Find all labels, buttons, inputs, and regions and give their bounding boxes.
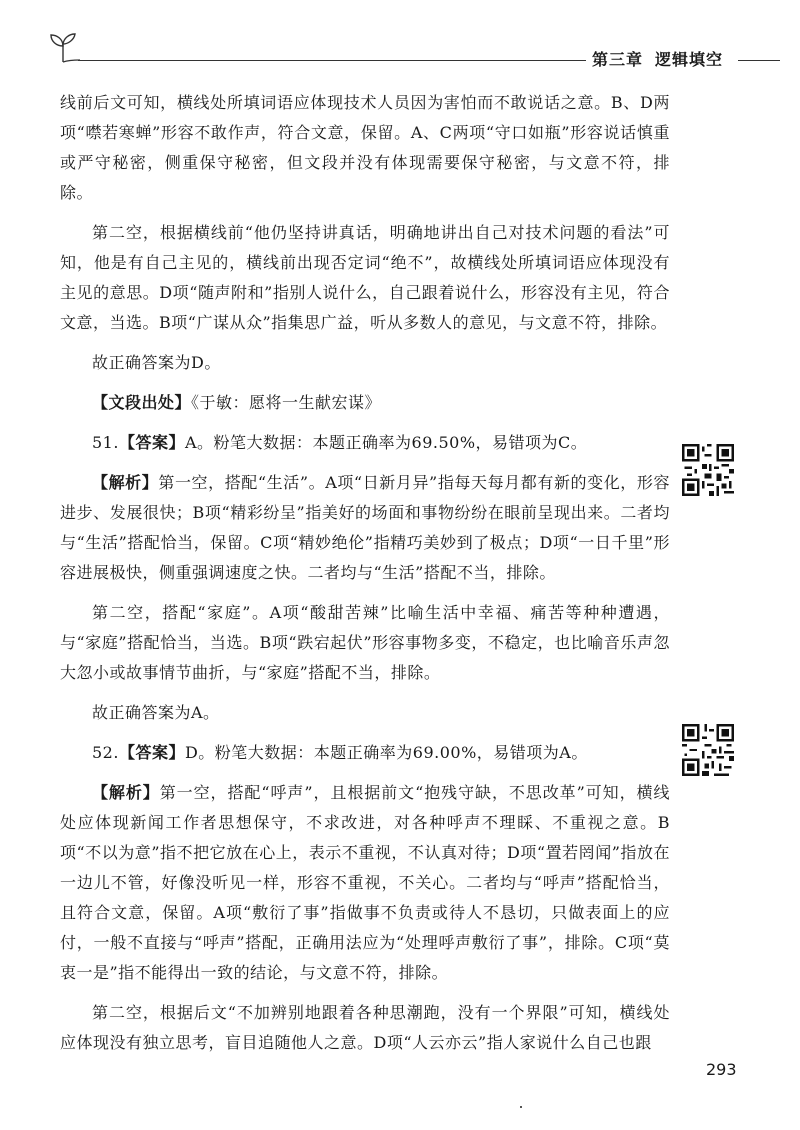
- chapter-heading: [592, 47, 723, 70]
- answer-summary: 故正确答案为A。: [92, 703, 220, 722]
- paragraph: 第二空，根据后文“不加辨别地跟着各种思潮跑，没有一个界限”可知，横线处应体现没有独立思考，盲目追随他人之意。D项“人云亦云”指人家说什么自己也跟: [60, 1003, 670, 1052]
- header-rule-right: [738, 60, 780, 61]
- sprout-icon: [46, 30, 80, 64]
- qr-code-icon[interactable]: [682, 724, 734, 776]
- source-tag: 【文段出处】: [92, 393, 192, 412]
- answer-tag: 【答案】: [118, 433, 185, 452]
- chapter-number: 第三章: [592, 50, 644, 69]
- page-header: [0, 0, 800, 80]
- answer-summary: 故正确答案为D。: [92, 353, 221, 372]
- scan-speck: [520, 1106, 522, 1108]
- page-body: [60, 88, 670, 1068]
- analysis-tag: 【解析】: [92, 783, 160, 802]
- header-rule-left: [78, 60, 586, 61]
- answer-tag: 【答案】: [118, 743, 185, 762]
- paragraph: 线前后文可知，横线处所填词语应体现技术人员因为害怕而不敢说话之意。B、D两项“噤若寒蝉”形容不敢作声，符合文意，保留。A、C两项“守口如瓶”形容说话慎重或严守秘密，侧重保守秘密，但文段并没有体现需要保守秘密，与文意不符，排除。: [60, 93, 670, 202]
- answer-line-52: 52.【答案】D。粉笔大数据：本题正确率为69.00%，易错项为A。: [92, 743, 588, 762]
- paragraph: 第二空，根据横线前“他仍坚持讲真话，明确地讲出自己对技术问题的看法”可知，他是有自己主见的，横线前出现否定词“绝不”，故横线处所填词语应体现没有主见的意思。D项“随声附和”指别人说什么，自己跟着说什么，形容没有主见，符合文意，当选。B项“广谋从众”指集思广益，听从多数人的意见，与文意不符，排除。: [60, 223, 670, 332]
- chapter-title: 逻辑填空: [655, 50, 724, 69]
- page-number: 293: [706, 1060, 737, 1079]
- analysis-51: 【解析】第一空，搭配“生活”。A项“日新月异”指每天每月都有新的变化，形容进步、发展很快；B项“精彩纷呈”指美好的场面和事物纷纷在眼前呈现出来。二者均与“生活”搭配恰当，保留。C项“精妙绝伦”指精巧美妙到了极点；D项“一日千里”形容进展极快，侧重强调速度之快。二者均与“生活”搭配不当，排除。: [60, 473, 670, 582]
- qr-code-icon[interactable]: [682, 444, 734, 496]
- answer-line-51: 51.【答案】A。粉笔大数据：本题正确率为69.50%，易错项为C。: [92, 433, 588, 452]
- analysis-tag: 【解析】: [92, 473, 159, 492]
- paragraph: 第二空，搭配“家庭”。A项“酸甜苦辣”比喻生活中幸福、痛苦等种种遭遇，与“家庭”搭配恰当，当选。B项“跌宕起伏”形容事物多变，不稳定，也比喻音乐声忽大忽小或故事情节曲折，与“家庭”搭配不当，排除。: [60, 603, 670, 682]
- analysis-52: 【解析】第一空，搭配“呼声”，且根据前文“抱残守缺，不思改革”可知，横线处应体现新闻工作者思想保守，不求改进，对各种呼声不理睬、不重视之意。B项“不以为意”指不把它放在心上，表示不重视，不认真对待；D项“置若罔闻”指放在一边儿不管，好像没听见一样，形容不重视，不关心。二者均与“呼声”搭配恰当，且符合文意，保留。A项“敷衍了事”指做事不负责或待人不恳切，只做表面上的应付，一般不直接与“呼声”搭配，正确用法应为“处理呼声敷衍了事”，排除。C项“莫衷一是”指不能得出一致的结论，与文意不符，排除。: [60, 783, 670, 982]
- source-note: 【文段出处】《于敏：愿将一生献宏谋》: [92, 393, 382, 412]
